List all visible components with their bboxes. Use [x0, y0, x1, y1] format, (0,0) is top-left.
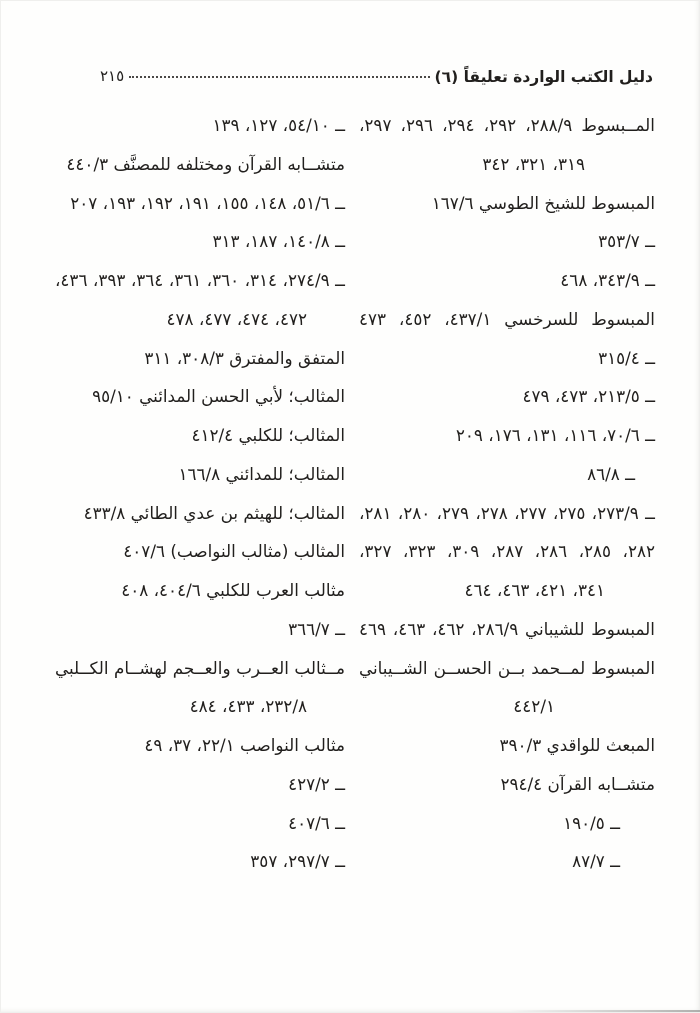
index-line-continuation: ٣٤١، ٤٢١، ٤٦٣، ٤٦٤	[464, 580, 605, 600]
index-entry-line: ــ ٨٦/٨	[587, 463, 635, 484]
index-entry-line: المبسوط للشيباني ٢٨٦/٩، ٤٦٢، ٤٦٣، ٤٦٩	[359, 618, 655, 639]
index-line-continuation: ٢٣٢/٨، ٤٣٣، ٤٨٤	[189, 696, 307, 717]
index-line-continuation: ٤٧٢، ٤٧٤، ٤٧٧، ٤٧٨	[166, 308, 307, 329]
index-entry-line: ــ ٤٠٧/٦	[288, 812, 345, 833]
index-column-left	[55, 106, 345, 881]
index-entry-line: المبسوط للسرخسي ٤٣٧/١، ٤٥٢، ٤٧٣	[359, 308, 655, 329]
scan-edge-artifact	[510, 1010, 700, 1012]
dots-leader	[129, 76, 429, 78]
index-entry-line: ــ ٣٥٣/٧	[598, 231, 655, 252]
index-line-continuation: ٤٤٢/١	[513, 696, 555, 717]
page-number: ٢١٥	[100, 67, 125, 85]
index-entry-line: المثالب (مثالب النواصب) ٤٠٧/٦	[123, 541, 345, 562]
index-entry-line: ــ ٤٢٧/٢	[288, 773, 345, 794]
index-entry-line: متشــابه القرآن ٢٩٤/٤	[500, 773, 655, 794]
index-entry-line: مــثالب العــرب والعــجم لهشــام الكــلبي	[55, 657, 345, 678]
running-head	[100, 56, 653, 86]
index-entry-line: ــ ٥١/٦، ١٤٨، ١٥٥، ١٩١، ١٩٢، ١٩٣، ٢٠٧	[70, 192, 345, 213]
index-entry-line: ــ ٢٧٤/٩، ٣١٤، ٣٦٠، ٣٦١، ٣٦٤، ٣٩٣، ٤٣٦،	[55, 270, 345, 290]
index-entry-line: المبعث للواقدي ٣٩٠/٣	[499, 735, 655, 755]
index-entry-line: المبسوط لمــحمد بــن الحســن الشــيباني	[359, 657, 655, 678]
index-entry-line: ــ ٢١٣/٥، ٤٧٣، ٤٧٩	[522, 386, 655, 407]
index-entry-line: ــ ١٤٠/٨، ١٨٧، ٣١٣	[212, 231, 345, 252]
index-entry-line: المثالب؛ للمدائني ١٦٦/٨	[178, 463, 345, 484]
index-entry-line: ــ ٢٩٧/٧، ٣٥٧	[250, 851, 345, 872]
index-entry-line: ــ ٢٧٣/٩، ٢٧٥، ٢٧٧، ٢٧٨، ٢٧٩، ٢٨٠، ٢٨١،	[359, 502, 655, 523]
index-entry-line: المثالب؛ للهيثم بن عدي الطائي ٤٣٣/٨	[83, 502, 345, 523]
index-line-continuation: ٣١٩، ٣٢١، ٣٤٢	[482, 153, 585, 174]
index-entry-line: المتفق والمفترق ٣٠٨/٣، ٣١١	[144, 347, 345, 368]
index-entry-line: ــ ٣١٥/٤	[598, 347, 655, 368]
index-entry-line: ــ ٣٦٦/٧	[288, 618, 345, 639]
index-entry-line: ــ ٣٤٣/٩، ٤٦٨	[560, 270, 655, 290]
index-entry-line: المبسوط للشيخ الطوسي ١٦٧/٦	[431, 192, 655, 213]
index-line-continuation: ٢٨٢، ٢٨٥، ٢٨٦، ٢٨٧، ٣٠٩، ٣٢٣، ٣٢٧،	[359, 541, 655, 562]
index-entry-line: المثالب؛ للكلبي ٤١٢/٤	[191, 425, 345, 445]
index-column-right	[359, 106, 655, 881]
index-entry-line: مثالب العرب للكلبي ٤٠٤/٦، ٤٠٨	[121, 580, 345, 600]
index-entry-line: ــ ٨٧/٧	[572, 851, 620, 872]
chapter-title: دليل الكتب الواردة تعليقاً (٦)	[434, 68, 653, 86]
index-entry-line: المــبسوط ٢٨٨/٩، ٢٩٢، ٢٩٤، ٢٩٦، ٢٩٧،	[359, 115, 655, 135]
index-entry-line: ــ ١٩٠/٥	[563, 812, 620, 833]
index-entry-line: مثالب النواصب ٢٢/١، ٣٧، ٤٩	[144, 735, 345, 755]
index-entry-line: ــ ٧٠/٦، ١١٦، ١٣١، ١٧٦، ٢٠٩	[455, 425, 655, 445]
index-entry-line: ــ ٥٤/١٠، ١٢٧، ١٣٩	[212, 115, 345, 135]
index-entry-line: متشــابه القرآن ومختلفه للمصنَّف ٤٤٠/٣	[66, 153, 345, 174]
index-entry-line: المثالب؛ لأبي الحسن المدائني ٩٥/١٠	[92, 386, 345, 407]
